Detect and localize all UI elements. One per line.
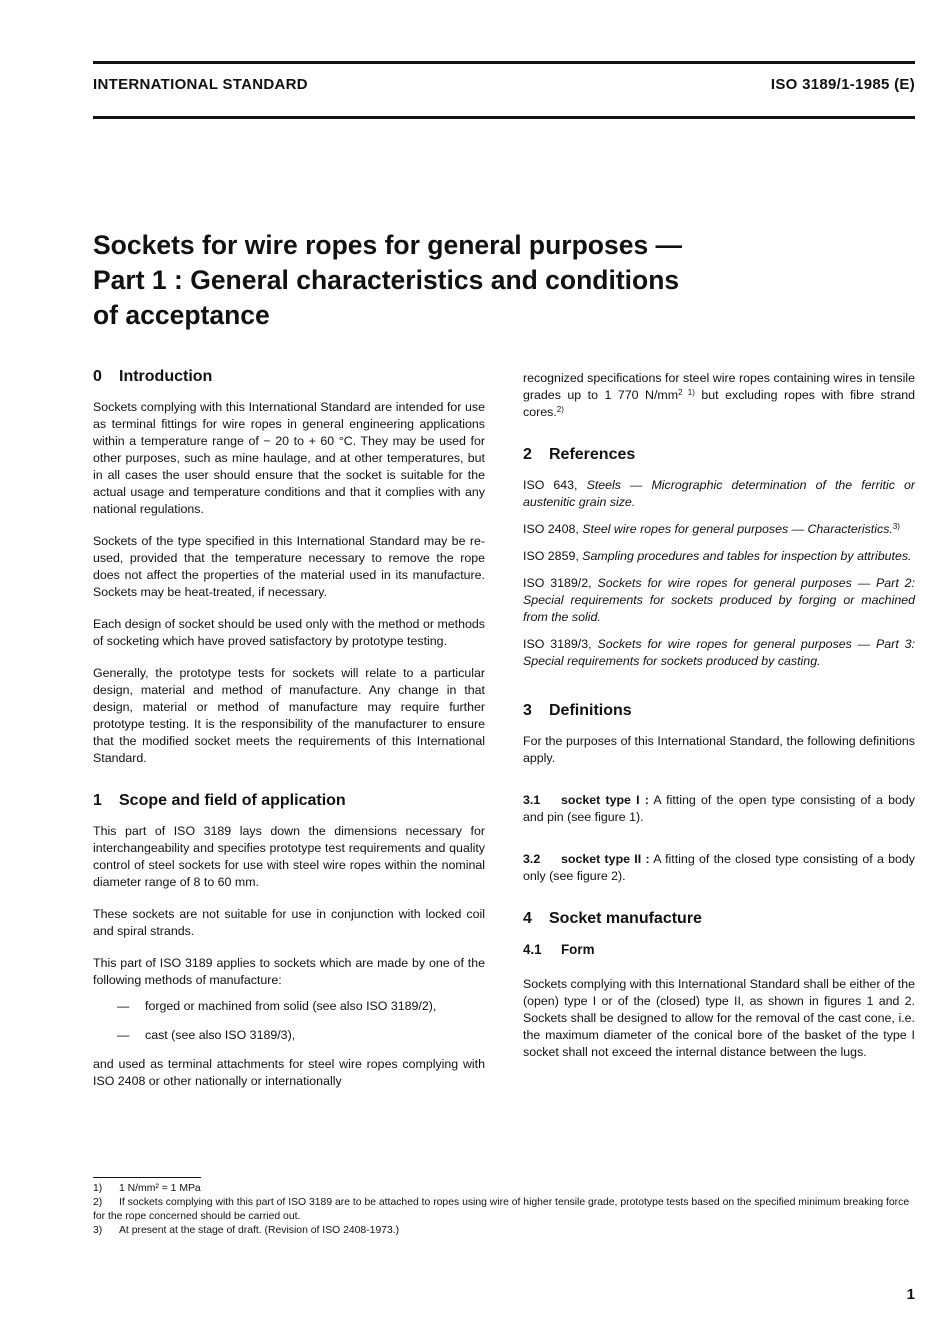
section-2-title: References (549, 446, 636, 463)
title-line-3: of acceptance (93, 300, 270, 330)
reference-code: ISO 2859, (523, 549, 579, 563)
section-3-heading (523, 702, 915, 719)
definition-3-1 (523, 792, 915, 826)
list-item (117, 998, 485, 1015)
intro-paragraph-3: Each design of socket should be used only with the method or methods of socketing which have proved satisfactory by prototype testing. (93, 617, 485, 648)
definition-text: A fitting of the open type consisting of a body and pin (see figure 1). (523, 793, 915, 824)
subsection-4-1-heading (523, 941, 915, 958)
scope-paragraph-1: This part of ISO 3189 lays down the dimensions necessary for interchangeability and specifies prototype test requirements and quality control of steel sockets for use with steel wire ropes within the nominal diameter range of 8 to 60 mm. (93, 824, 485, 889)
section-4-heading (523, 910, 915, 927)
section-3-title: Definitions (549, 702, 632, 719)
list-item-text: cast (see also ISO 3189/3), (145, 1028, 296, 1042)
definitions-intro: For the purposes of this International Standard, the following definitions apply. (523, 734, 915, 765)
reference-item (523, 575, 915, 626)
title-line-1: Sockets for wire ropes for general purposes — (93, 230, 683, 260)
scope-paragraph-4: and used as terminal attachments for steel wire ropes complying with ISO 2408 or other nationally or internationally (93, 1057, 485, 1088)
reference-item (523, 636, 915, 670)
reference-item (523, 548, 915, 565)
section-0-number: 0 (93, 368, 102, 385)
page-title (93, 228, 915, 333)
right-column (523, 370, 915, 1076)
reference-title: Sockets for wire ropes for general purposes — Part 3: Special requirements for sockets produced by casting. (523, 637, 915, 668)
section-2-number: 2 (523, 446, 532, 463)
section-1-heading (93, 792, 485, 809)
definition-3-2 (523, 851, 915, 885)
footnote-ref: 2) (556, 405, 564, 414)
section-1-title: Scope and field of application (119, 792, 346, 809)
intro-paragraph-4: Generally, the prototype tests for sockets will relate to a particular design, material and method of manufacture. Any change in that design, material or method of manufacture may require further prototype testing. It is the responsibility of the manufacturer to ensure that the modified socket meets the requirements of this International Standard. (93, 666, 485, 765)
footnote-number: 2) (93, 1197, 103, 1208)
footnote-number: 3) (93, 1225, 103, 1236)
footnote-number: 1) (93, 1183, 103, 1194)
intro-paragraph-2: Sockets of the type specified in this International Standard may be re-used, provided that the temperature necessary to remove the rope does not affect the properties of the material used in its manufacture. Sockets may be heat-treated, if necessary. (93, 534, 485, 599)
reference-code: ISO 3189/3, (523, 637, 592, 651)
definition-term-label: socket type I : (561, 793, 649, 807)
scope-paragraph-3: This part of ISO 3189 applies to sockets which are made by one of the following methods of manufacture: (93, 956, 485, 987)
footnote-ref: 3) (892, 522, 900, 531)
section-4-number: 4 (523, 910, 532, 927)
header-top-rule (93, 61, 915, 64)
section-2-heading (523, 446, 915, 463)
title-line-2: Part 1 : General characteristics and conditions (93, 265, 680, 295)
footnote (93, 1196, 915, 1224)
scope-paragraph-2: These sockets are not suitable for use in conjunction with locked coil and spiral strands. (93, 907, 485, 938)
definition-number: 3.2 (523, 852, 541, 866)
page-number: 1 (906, 1286, 915, 1303)
definition-text: A fitting of the closed type consisting of a body only (see figure 2). (523, 852, 915, 883)
footnote-text: 1 N/mm² = 1 MPa (119, 1183, 201, 1194)
reference-item (523, 521, 915, 538)
section-1-number: 1 (93, 792, 102, 809)
reference-code: ISO 2408, (523, 522, 579, 536)
reference-title: Steel wire ropes for general purposes — Characteristics. (582, 522, 893, 536)
header-bottom-rule (93, 116, 915, 119)
form-paragraph: Sockets complying with this International Standard shall be either of the (open) type I or of the (closed) type II, as shown in figures 1 and 2. Sockets shall be designed to allow for the removal of the cast cone, i.e. the maximum diameter of the conical bore of the basket of the type I socket shall not exceed the internal distance between the lugs. (523, 977, 915, 1059)
footnote-rule (93, 1177, 201, 1178)
scope-paragraph-5 (523, 370, 915, 421)
section-0-title: Introduction (119, 368, 213, 385)
footnote (93, 1224, 915, 1238)
list-item-text: forged or machined from solid (see also ISO 3189/2), (145, 999, 437, 1013)
footnotes (93, 1182, 915, 1238)
reference-title: Sockets for wire ropes for general purposes — Part 2: Special requirements for sockets produced by forging or machined from the solid. (523, 576, 915, 624)
reference-code: ISO 3189/2, (523, 576, 592, 590)
definition-number: 3.1 (523, 793, 541, 807)
section-3-number: 3 (523, 702, 532, 719)
reference-title: Steels — Micrographic determination of the ferritic or austenitic grain size. (523, 478, 915, 509)
footnote (93, 1182, 915, 1196)
section-0-heading (93, 368, 485, 385)
footnote-text: If sockets complying with this part of ISO 3189 are to be attached to ropes using wire of higher tensile grade, prototype tests based on the specified minimum breaking force for the rope concerned should be carried out. (93, 1197, 910, 1222)
reference-code: ISO 643, (523, 478, 578, 492)
header-left: INTERNATIONAL STANDARD (93, 76, 308, 93)
intro-paragraph-1: Sockets complying with this International Standard are intended for use as terminal fittings for wire ropes in general engineering applications within a temperature range of − 20 to + 60 °C. They may be used for other purposes, such as mine haulage, and at other temperatures, but in all cases the user should ensure that the socket is suitable for the actual usage and temperature conditions and that it complies with any national regulations. (93, 400, 485, 516)
list-item (117, 1027, 485, 1044)
reference-item (523, 477, 915, 511)
definition-term (523, 793, 649, 807)
list-dash: — (117, 999, 130, 1013)
scope-paragraph-5-b: but excluding ropes with fibre strand cores. (523, 388, 915, 419)
footnote-text: At present at the stage of draft. (Revision of ISO 2408-1973.) (119, 1225, 400, 1236)
section-4-title: Socket manufacture (549, 910, 702, 927)
header-right: ISO 3189/1-1985 (E) (770, 76, 915, 93)
footnote-ref: 2 1) (678, 388, 695, 397)
scope-paragraph-5-a: recognized specifications for steel wire ropes containing wires in tensile grades up to 1 770 N/mm (523, 371, 915, 402)
list-dash: — (117, 1028, 130, 1042)
left-column (93, 368, 485, 1105)
reference-title: Sampling procedures and tables for inspection by attributes. (582, 549, 912, 563)
subsection-number: 4.1 (523, 942, 542, 957)
definition-term-label: socket type II : (561, 852, 650, 866)
subsection-title: Form (561, 942, 595, 957)
definition-term (523, 852, 650, 866)
